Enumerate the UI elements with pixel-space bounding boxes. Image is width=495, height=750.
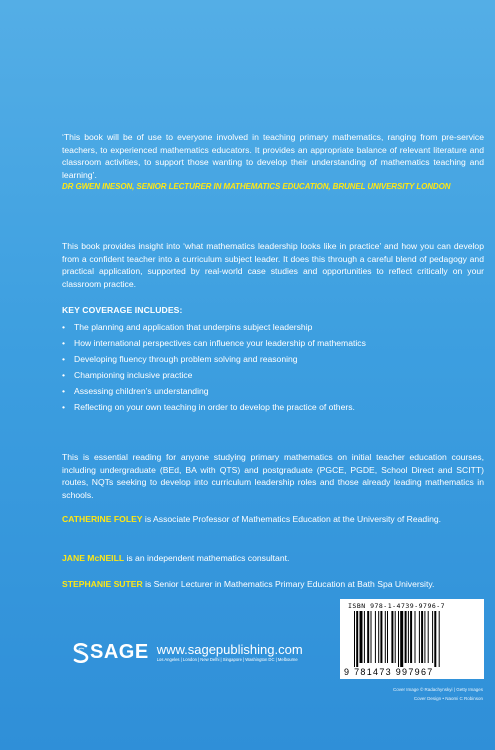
- barcode-bar: [375, 611, 376, 663]
- barcode-bar: [439, 611, 440, 667]
- barcode-bar: [432, 611, 433, 663]
- coverage-list: [62, 319, 484, 415]
- barcode-bar: [385, 611, 386, 663]
- barcode-bar: [400, 611, 403, 667]
- author-name: JANE McNEILL: [62, 553, 125, 563]
- bullet-icon: •: [62, 322, 66, 332]
- bullet-icon: •: [62, 386, 66, 396]
- barcode-bar: [391, 611, 393, 663]
- barcode-bar: [419, 611, 420, 663]
- barcode-bar: [410, 611, 412, 663]
- coverage-item: • Championing inclusive practice: [62, 367, 484, 383]
- publisher-url[interactable]: www.sagepublishing.com: [156, 642, 303, 657]
- coverage-item: • Reflecting on your own teaching in order to develop the practice of others.: [62, 399, 484, 415]
- barcode-bar: [371, 611, 372, 663]
- publisher-cities: Los Angeles | London | New Delhi | Singapore | Washington DC | Melbourne: [156, 657, 298, 662]
- barcode-bar: [424, 611, 425, 663]
- bullet-icon: •: [62, 370, 66, 380]
- barcode-bar: [395, 611, 396, 663]
- barcode-bar: [428, 611, 429, 663]
- audience-paragraph: This is essential reading for anyone studying primary mathematics on initial teacher education courses, including undergraduate (BEd, BA with QTS) and postgraduate (PGCE, PGDE, School Direct and SCITT) routes, NQTs seeking to develop into curriculum leadership roles and those already leading mathematics in schools.: [62, 452, 484, 500]
- barcode-bar: [356, 611, 358, 667]
- barcode-bar: [408, 611, 409, 663]
- barcode-bar: [421, 611, 423, 663]
- intro-section: [62, 240, 484, 290]
- barcode-bar: [364, 611, 365, 663]
- coverage-item: • Developing fluency through problem solving and reasoning: [62, 351, 484, 367]
- audience-section: [62, 451, 484, 501]
- barcode-bar: [434, 611, 436, 667]
- quote-text: ‘This book will be of use to everyone involved in teaching primary mathematics, ranging from pre-service teachers, to experienced mathematics educators. It provides an appropriate balance of relevant literature and classroom activities, to support those wanting to develop their understanding of mathematics teaching and learning’.: [62, 132, 484, 180]
- barcode: [340, 599, 484, 679]
- cover-design-credit: Cover Design • Naomi C Robinson: [413, 696, 483, 701]
- barcode-bar: [415, 611, 416, 663]
- author-name: CATHERINE FOLEY: [62, 514, 143, 524]
- barcode-bar: [398, 611, 399, 667]
- sage-s-icon: [72, 642, 90, 664]
- barcode-bar: [380, 611, 382, 663]
- barcode-bar: [367, 611, 369, 663]
- author-name: STEPHANIE SUTER: [62, 579, 143, 589]
- quote-attribution: DR GWEN INESON, SENIOR LECTURER IN MATHEMATICS EDUCATION, BRUNEL UNIVERSITY LONDON: [62, 182, 451, 192]
- barcode-number: 9 781473 997967: [344, 667, 434, 677]
- author-bio: [62, 513, 484, 526]
- author-bio: [62, 578, 484, 591]
- endorsement-quote: [62, 131, 484, 192]
- bullet-icon: •: [62, 338, 66, 348]
- cover-image-credit: Cover Image © Radachynskyi | Getty Images: [392, 687, 483, 692]
- isbn-text: ISBN 978-1-4739-9796-7: [348, 602, 446, 610]
- author-bio-text: is Senior Lecturer in Mathematics Primary Education at Bath Spa University.: [142, 579, 435, 589]
- coverage-item: • Assessing children’s understanding: [62, 383, 484, 399]
- barcode-bars: [354, 611, 472, 667]
- barcode-bar: [378, 611, 379, 663]
- bullet-icon: •: [62, 402, 66, 412]
- sage-logo: [72, 641, 149, 664]
- intro-paragraph: This book provides insight into ‘what mathematics leadership looks like in practice’ and how you can develop from a confident teacher into a curriculum subject leader. It does this through a careful blend of pedagogy and practical application, supported by real-world case studies and opportunities to reflect critically on your classroom practice.: [62, 241, 484, 289]
- coverage-item: • How international perspectives can influence your leadership of mathematics: [62, 335, 484, 351]
- sage-wordmark: SAGE: [90, 641, 149, 663]
- barcode-bar: [354, 611, 355, 667]
- coverage-item: • The planning and application that underpins subject leadership: [62, 319, 484, 335]
- author-bio-text: is Associate Professor of Mathematics Education at the University of Reading.: [142, 514, 442, 524]
- cover-credits: [393, 685, 483, 703]
- author-bio: [62, 552, 484, 565]
- barcode-bar: [405, 611, 407, 663]
- coverage-heading: KEY COVERAGE INCLUDES:: [62, 305, 183, 315]
- barcode-bar: [360, 611, 363, 663]
- publisher-block: [72, 641, 303, 664]
- barcode-bar: [387, 611, 388, 663]
- bullet-icon: •: [62, 354, 66, 364]
- coverage-section: [62, 305, 484, 415]
- author-bio-text: is an independent mathematics consultant.: [124, 553, 290, 563]
